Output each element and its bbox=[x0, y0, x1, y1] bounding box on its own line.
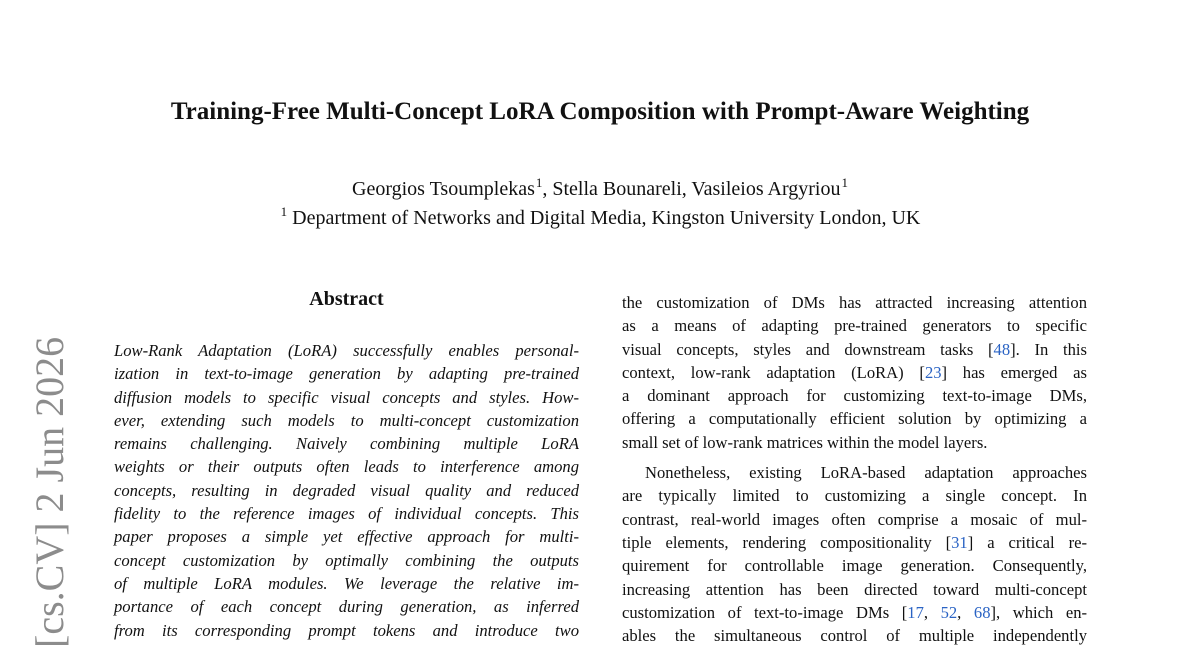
body-text-line bbox=[622, 431, 1087, 454]
body-text: context, low-rank adaptation (LoRA) [ bbox=[622, 362, 925, 382]
body-text: ] has emerged as bbox=[941, 362, 1087, 382]
affiliation bbox=[0, 204, 1200, 230]
paper-title: Training-Free Multi-Concept LoRA Composition with Prompt-Aware Weighting bbox=[170, 98, 1030, 125]
abstract-line: ever, extending such models to multi-concept customization bbox=[114, 410, 579, 430]
abstract-line: diffusion models to specific visual concepts and styles. How- bbox=[114, 387, 579, 407]
affiliation-marker: 1 bbox=[280, 204, 288, 219]
abstract-line: weights or their outputs often leads to interference among bbox=[114, 457, 579, 477]
author-name: Georgios Tsoumplekas bbox=[352, 178, 535, 200]
abstract-line: portance of each concept during generation, as inferred bbox=[114, 597, 579, 617]
abstract-body bbox=[114, 339, 579, 642]
citation-link[interactable]: 48 bbox=[993, 339, 1011, 359]
body-text-line bbox=[622, 508, 1087, 531]
author-names: , Stella Bounareli, Vasileios Argyriou bbox=[542, 178, 841, 200]
body-text-line bbox=[622, 361, 1087, 384]
body-text: Nonetheless, existing LoRA-based adaptation approaches bbox=[645, 463, 1087, 483]
body-text: ]. In this bbox=[1010, 339, 1087, 359]
abstract-line: Low-Rank Adaptation (LoRA) successfully enables personal- bbox=[114, 341, 579, 360]
body-text: small set of low-rank matrices within the model layers. bbox=[622, 432, 988, 452]
abstract-line: paper proposes a simple yet effective approach for multi- bbox=[114, 527, 579, 547]
body-text: ables the simultaneous control of multiple independently bbox=[622, 626, 1087, 646]
body-text-line bbox=[622, 578, 1087, 601]
body-text-line bbox=[622, 384, 1087, 407]
citation-link[interactable]: 68 bbox=[973, 602, 991, 622]
body-text: ], which en- bbox=[990, 602, 1088, 622]
body-text-line bbox=[622, 314, 1087, 337]
abstract-line: from its corresponding prompt tokens and introduce two bbox=[114, 620, 579, 640]
abstract-line: remains challenging. Naively combining multiple LoRA bbox=[114, 434, 579, 454]
body-text-line bbox=[622, 338, 1087, 361]
arxiv-watermark: [cs.CV] 2 Jun 2026 bbox=[27, 336, 72, 648]
body-text-line bbox=[622, 531, 1087, 554]
body-text: increasing attention has been directed toward multi-concept bbox=[622, 579, 1087, 599]
citation-link[interactable]: 31 bbox=[951, 532, 968, 552]
body-text: are typically limited to customizing a single concept. In bbox=[622, 486, 1087, 506]
affiliation-text: Department of Networks and Digital Media, Kingston University London, UK bbox=[287, 207, 921, 229]
body-text-line bbox=[622, 407, 1087, 430]
body-text-line bbox=[622, 601, 1087, 624]
body-text: quirement for controllable image generation. Consequently, bbox=[622, 556, 1087, 576]
abstract-line: concept customization by optimally combining the outputs bbox=[114, 550, 579, 570]
abstract-line: concepts, resulting in degraded visual quality and reduced bbox=[114, 480, 579, 500]
citation-link[interactable]: 17 bbox=[907, 602, 924, 622]
abstract-line: of multiple LoRA modules. We leverage the relative im- bbox=[114, 573, 579, 593]
body-text: , bbox=[957, 602, 974, 622]
body-text: contrast, real-world images often comprise a mosaic of mul- bbox=[622, 509, 1087, 529]
body-text: visual concepts, styles and downstream tasks [ bbox=[622, 339, 994, 359]
body-text: , bbox=[923, 602, 941, 622]
body-text-line bbox=[622, 484, 1087, 507]
body-text: as a means of adapting pre-trained generators to specific bbox=[622, 316, 1087, 336]
abstract-heading: Abstract bbox=[309, 288, 384, 310]
body-text-line bbox=[622, 624, 1087, 647]
body-text: ] a critical re- bbox=[967, 532, 1087, 552]
affiliation-marker: 1 bbox=[535, 175, 543, 190]
abstract-line: fidelity to the reference images of individual concepts. This bbox=[114, 504, 579, 524]
body-text: customization of text-to-image DMs [ bbox=[622, 602, 908, 622]
paragraph-gap bbox=[622, 454, 1087, 461]
body-text-line bbox=[622, 291, 1087, 314]
affiliation-marker: 1 bbox=[841, 175, 848, 190]
body-text: a dominant approach for customizing text-to-image DMs, bbox=[622, 386, 1087, 406]
body-text-line bbox=[622, 461, 1087, 484]
body-text-line bbox=[622, 554, 1087, 577]
introduction-column bbox=[622, 291, 1087, 647]
citation-link[interactable]: 52 bbox=[940, 602, 958, 622]
author-list bbox=[0, 175, 1200, 201]
citation-link[interactable]: 23 bbox=[924, 362, 942, 382]
body-text: the customization of DMs has attracted increasing attention bbox=[622, 293, 1087, 312]
body-text: offering a computationally efficient solution by optimizing a bbox=[622, 409, 1087, 429]
body-text: tiple elements, rendering compositionality [ bbox=[622, 532, 952, 552]
abstract-line: ization in text-to-image generation by adapting pre-trained bbox=[114, 364, 579, 384]
